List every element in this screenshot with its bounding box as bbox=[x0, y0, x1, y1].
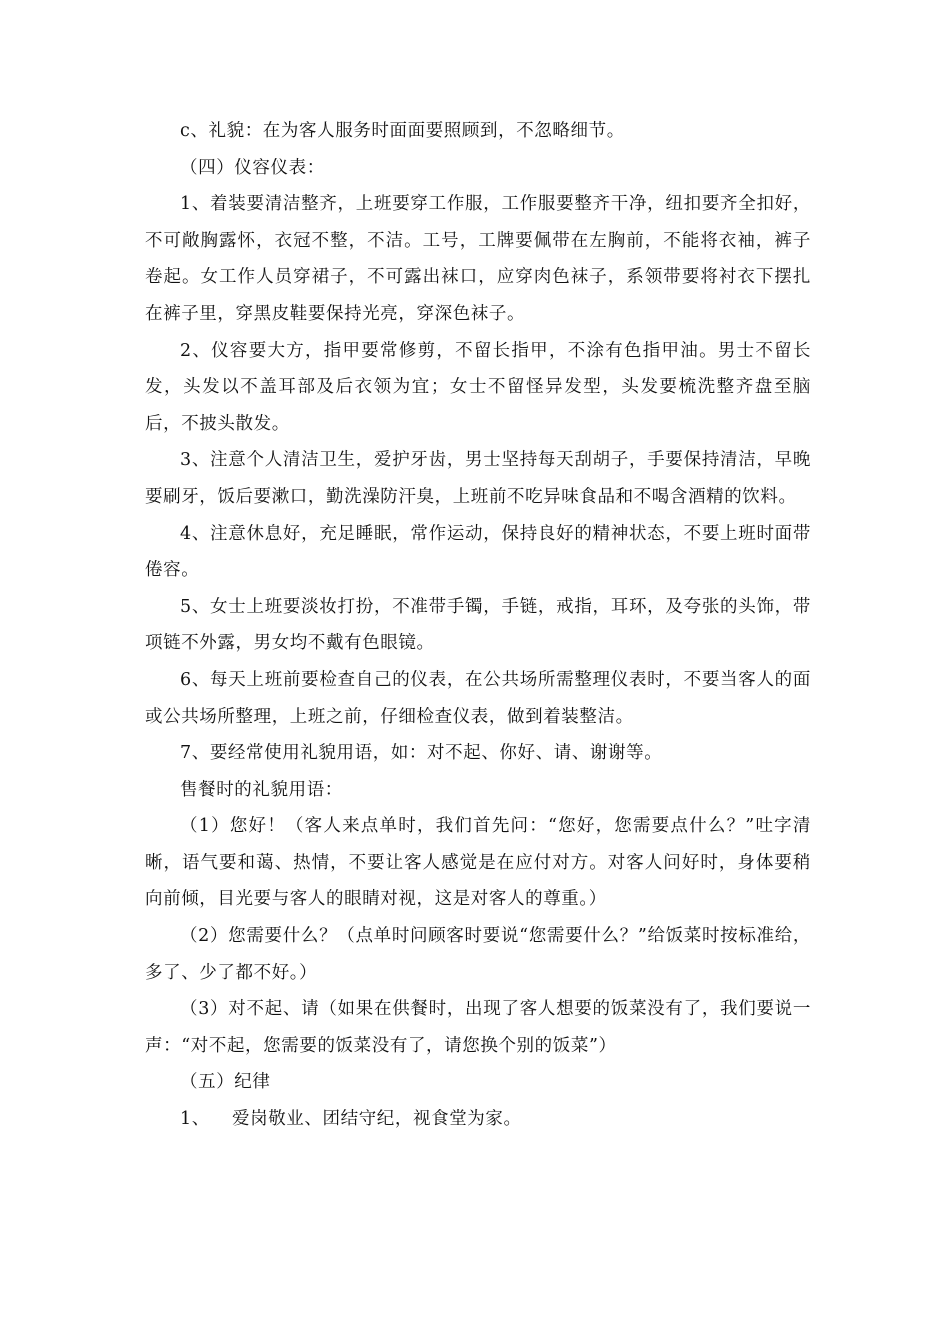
paragraph-dress-code: 1、着装要清洁整齐，上班要穿工作服，工作服要整齐干净，纽扣要齐全扣好，不可敞胸露怀，衣冠不整，不洁。工号，工牌要佩带在左胸前，不能将衣袖，裤子卷起。女工作人员穿裙子，不可露出袜口，应穿肉色袜子，系领带要将衬衣下摆扎在裤子里，穿黑皮鞋要保持光亮，穿深色袜子。 bbox=[145, 194, 811, 324]
paragraph-rest: 4、注意休息好，充足睡眠，常作运动，保持良好的精神状态，不要上班时面带倦容。 bbox=[145, 523, 811, 581]
paragraph-hygiene: 3、注意个人清洁卫生，爱护牙齿，男士坚持每天刮胡子，手要保持清洁，早晚要刷牙，饭后要漱口，勤洗澡防汗臭，上班前不吃异味食品和不喝含酒精的饮料。 bbox=[145, 450, 811, 507]
list-item-text: 爱岗敬业、团结守纪，视食堂为家。 bbox=[232, 1109, 522, 1130]
paragraph-grooming: 2、仪容要大方，指甲要常修剪，不留长指甲，不涂有色指甲油。男士不留长发，头发以不盖耳部及后衣领为宜；女士不留怪异发型，头发要梳洗整齐盘至脑后，不披头散发。 bbox=[145, 340, 811, 434]
paragraph-check-appearance: 6、每天上班前要检查自己的仪表，在公共场所需整理仪表时，不要当客人的面或公共场所整理，上班之前，仔细检查仪表，做到着装整洁。 bbox=[145, 669, 811, 727]
paragraph-makeup: 5、女士上班要淡妆打扮，不准带手镯，手链，戒指，耳环，及夸张的头饰，带项链不外露，男女均不戴有色眼镜。 bbox=[145, 596, 811, 654]
paragraph-phrase-hello: （1）您好！（客人来点单时，我们首先问：“您好，您需要点什么？”吐字清晰，语气要和蔼、热情，不要让客人感觉是在应付对方。对客人问好时，身体要稍向前倾，目光要与客人的眼睛对视，这是对客人的尊重。） bbox=[145, 816, 811, 910]
subheading-serving-phrases: 售餐时的礼貌用语： bbox=[180, 779, 343, 800]
document-body bbox=[145, 113, 811, 1138]
section-heading-discipline: （五）纪律 bbox=[180, 1072, 271, 1093]
paragraph-phrase-what-need: （2）您需要什么？（点单时问顾客时要说“您需要什么？”给饭菜时按标准给，多了、少了都不好。） bbox=[145, 926, 811, 983]
paragraph-courtesy: c、礼貌：在为客人服务时面面要照顾到，不忽略细节。 bbox=[180, 121, 625, 141]
paragraph-phrase-sorry: （3）对不起、请（如果在供餐时，出现了客人想要的饭菜没有了，我们要说一声：“对不起，您需要的饭菜没有了，请您换个别的饭菜”） bbox=[145, 999, 811, 1056]
section-heading-appearance: （四）仪容仪表： bbox=[180, 157, 325, 178]
paragraph-polite-language: 7、要经常使用礼貌用语，如：对不起、你好、请、谢谢等。 bbox=[180, 743, 663, 764]
list-number: 1、 bbox=[180, 1109, 210, 1130]
paragraph-discipline-item-1 bbox=[145, 1101, 811, 1138]
